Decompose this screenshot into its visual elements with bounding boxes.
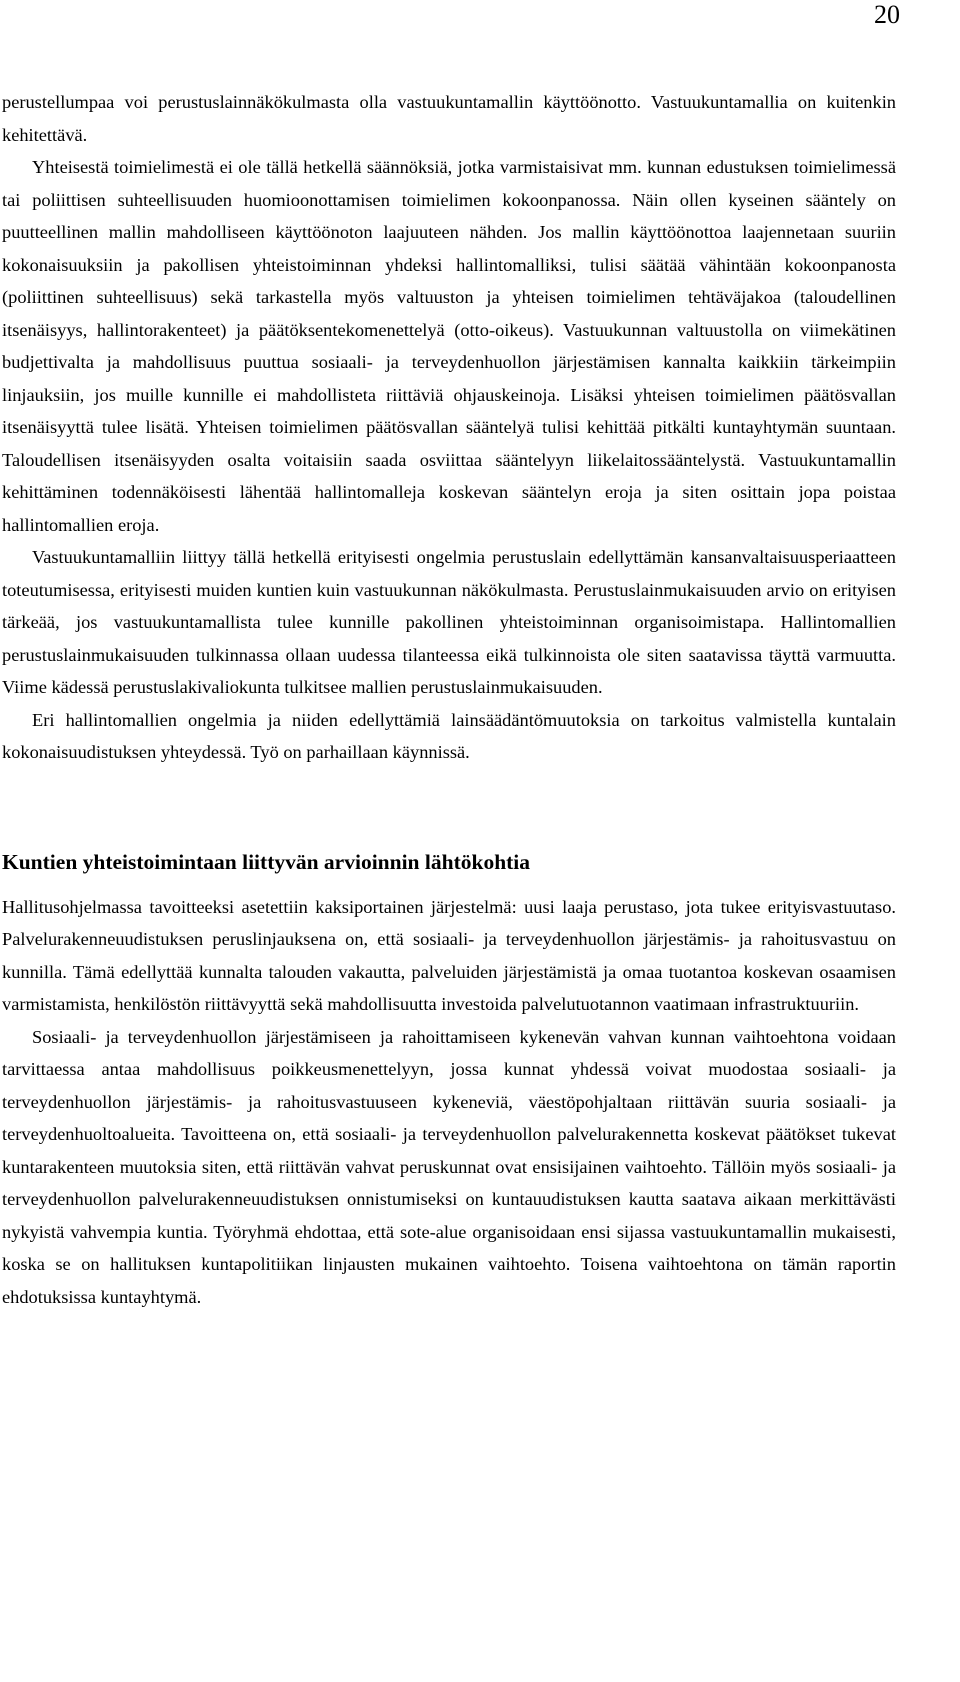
paragraph-1: perustellumpaa voi perustuslainnäkökulmasta olla vastuukuntamallin käyttöönotto. Vastuukuntamallia on kuitenkin kehitettävä. (2, 92, 896, 145)
page-body (2, 86, 896, 1313)
paragraph-5: Hallitusohjelmassa tavoitteeksi asetettiin kaksiportainen järjestelmä: uusi laaja perustaso, jota tukee erityisvastuutaso. Palvelurakenneuudistuksen peruslinjauksena on, että sosiaali- ja terveydenhuollon järjestämis- ja rahoitusvastuu on kunnilla. Tämä edellyttää kunnalta talouden vakautta, palveluiden järjestämistä ja omaa tuotantoa koskevan osaamisen varmistamista, henkilöstön riittävyyttä sekä mahdollisuutta investoida palvelutuotannon vaatimaan infrastruktuuriin. (2, 896, 896, 1014)
section-spacer (2, 769, 896, 847)
page-number: 20 (874, 0, 900, 29)
paragraph-6: Sosiaali- ja terveydenhuollon järjestämiseen ja rahoittamiseen kykenevän vahvan kunnan vaihtoehtona voidaan tarvittaessa antaa mahdollisuus poikkeusmenettelyyn, jossa kunnat yhdessä voivat muodostaa sosiaali- ja terveydenhuollon järjestämis- ja rahoitusvastuuseen kykeneviä, väestöpohjaltaan riittävän suuria sosiaali- ja terveydenhuoltoalueita. Tavoitteena on, että sosiaali- ja terveydenhuollon palvelurakennetta koskevat päätökset tukevat kuntarakenteen muutoksia siten, että riittävän vahvat peruskunnat ovat ensisijainen vaihtoehto. Tällöin myös sosiaali- ja terveydenhuollon palvelurakenneuudistuksen onnistumiseksi on kuntauudistuksen kautta saatava aikaan merkittävästi nykyistä vahvempia kuntia. Työryhmä ehdottaa, että sote-alue organisoidaan ensi sijassa vastuukuntamallin mukaisesti, koska se on hallituksen kuntapolitiikan linjausten mukainen vaihtoehto. Toisena vaihtoehtona on tämän raportin ehdotuksissa kuntayhtymä. (2, 1026, 896, 1307)
section-heading: Kuntien yhteistoimintaan liittyvän arvioinnin lähtökohtia (2, 849, 531, 874)
paragraph-4: Eri hallintomallien ongelmia ja niiden edellyttämiä lainsäädäntömuutoksia on tarkoitus valmistella kuntalain kokonaisuudistuksen yhteydessä. Työ on parhaillaan käynnissä. (2, 709, 896, 762)
paragraph-2: Yhteisestä toimielimestä ei ole tällä hetkellä säännöksiä, jotka varmistaisivat mm. kunnan edustuksen toimielimessä tai poliittisen suhteellisuuden huomioonottamisen toimielimen kokoonpanossa. Näin ollen kyseinen sääntely on puutteellinen mallin mahdolliseen käyttöönoton laajuuteen nähden. Jos mallin käyttöönottoa laajennetaan suuriin kokonaisuuksiin ja pakollisen yhteistoiminnan yhdeksi hallintomalliksi, tulisi säätää vähintään kokoonpanosta (poliittinen suhteellisuus) sekä tarkastella myös valtuuston ja yhteisen toimielimen tehtäväjakoa (taloudellinen itsenäisyys, hallintorakenteet) ja päätöksentekomenettelyä (otto-oikeus). Vastuukunnan valtuustolla on viimekätinen budjettivalta ja mahdollisuus puuttua sosiaali- ja terveydenhuollon järjestämisen kannalta kaikkiin tärkeimpiin linjauksiin, jos muille kunnille ei mahdollisteta riittäviä ohjauskeinoja. Lisäksi yhteisen toimielimen päätösvallan itsenäisyyttä tulee lisätä. Yhteisen toimielimen päätösvallan sääntelyä tulisi kehittää pitkälti kuntayhtymän suuntaan. Taloudellisen itsenäisyyden osalta voitaisiin saada osviittaa sääntelyyn liikelaitossääntelystä. Vastuukuntamallin kehittäminen todennäköisesti lähentää hallintomalleja koskevan sääntelyn eroja ja siten osittain jopa poistaa hallintomallien eroja. (2, 157, 896, 535)
paragraph-3: Vastuukuntamalliin liittyy tällä hetkellä erityisesti ongelmia perustuslain edellyttämän kansanvaltaisuusperiaatteen toteutumisessa, erityisesti muiden kuntien kuin vastuukunnan näkökulmasta. Perustuslainmukaisuuden arvio on erityisen tärkeää, jos vastuukuntamallista tulee kunnille pakollinen yhteistoiminnan organisoimistapa. Hallintomallien perustuslainmukaisuuden tulkinnassa ollaan uudessa tilanteessa eikä tulkinnoista ole siten saatavissa täyttä varmuutta. Viime kädessä perustuslakivaliokunta tulkitsee mallien perustuslainmukaisuuden. (2, 547, 896, 697)
